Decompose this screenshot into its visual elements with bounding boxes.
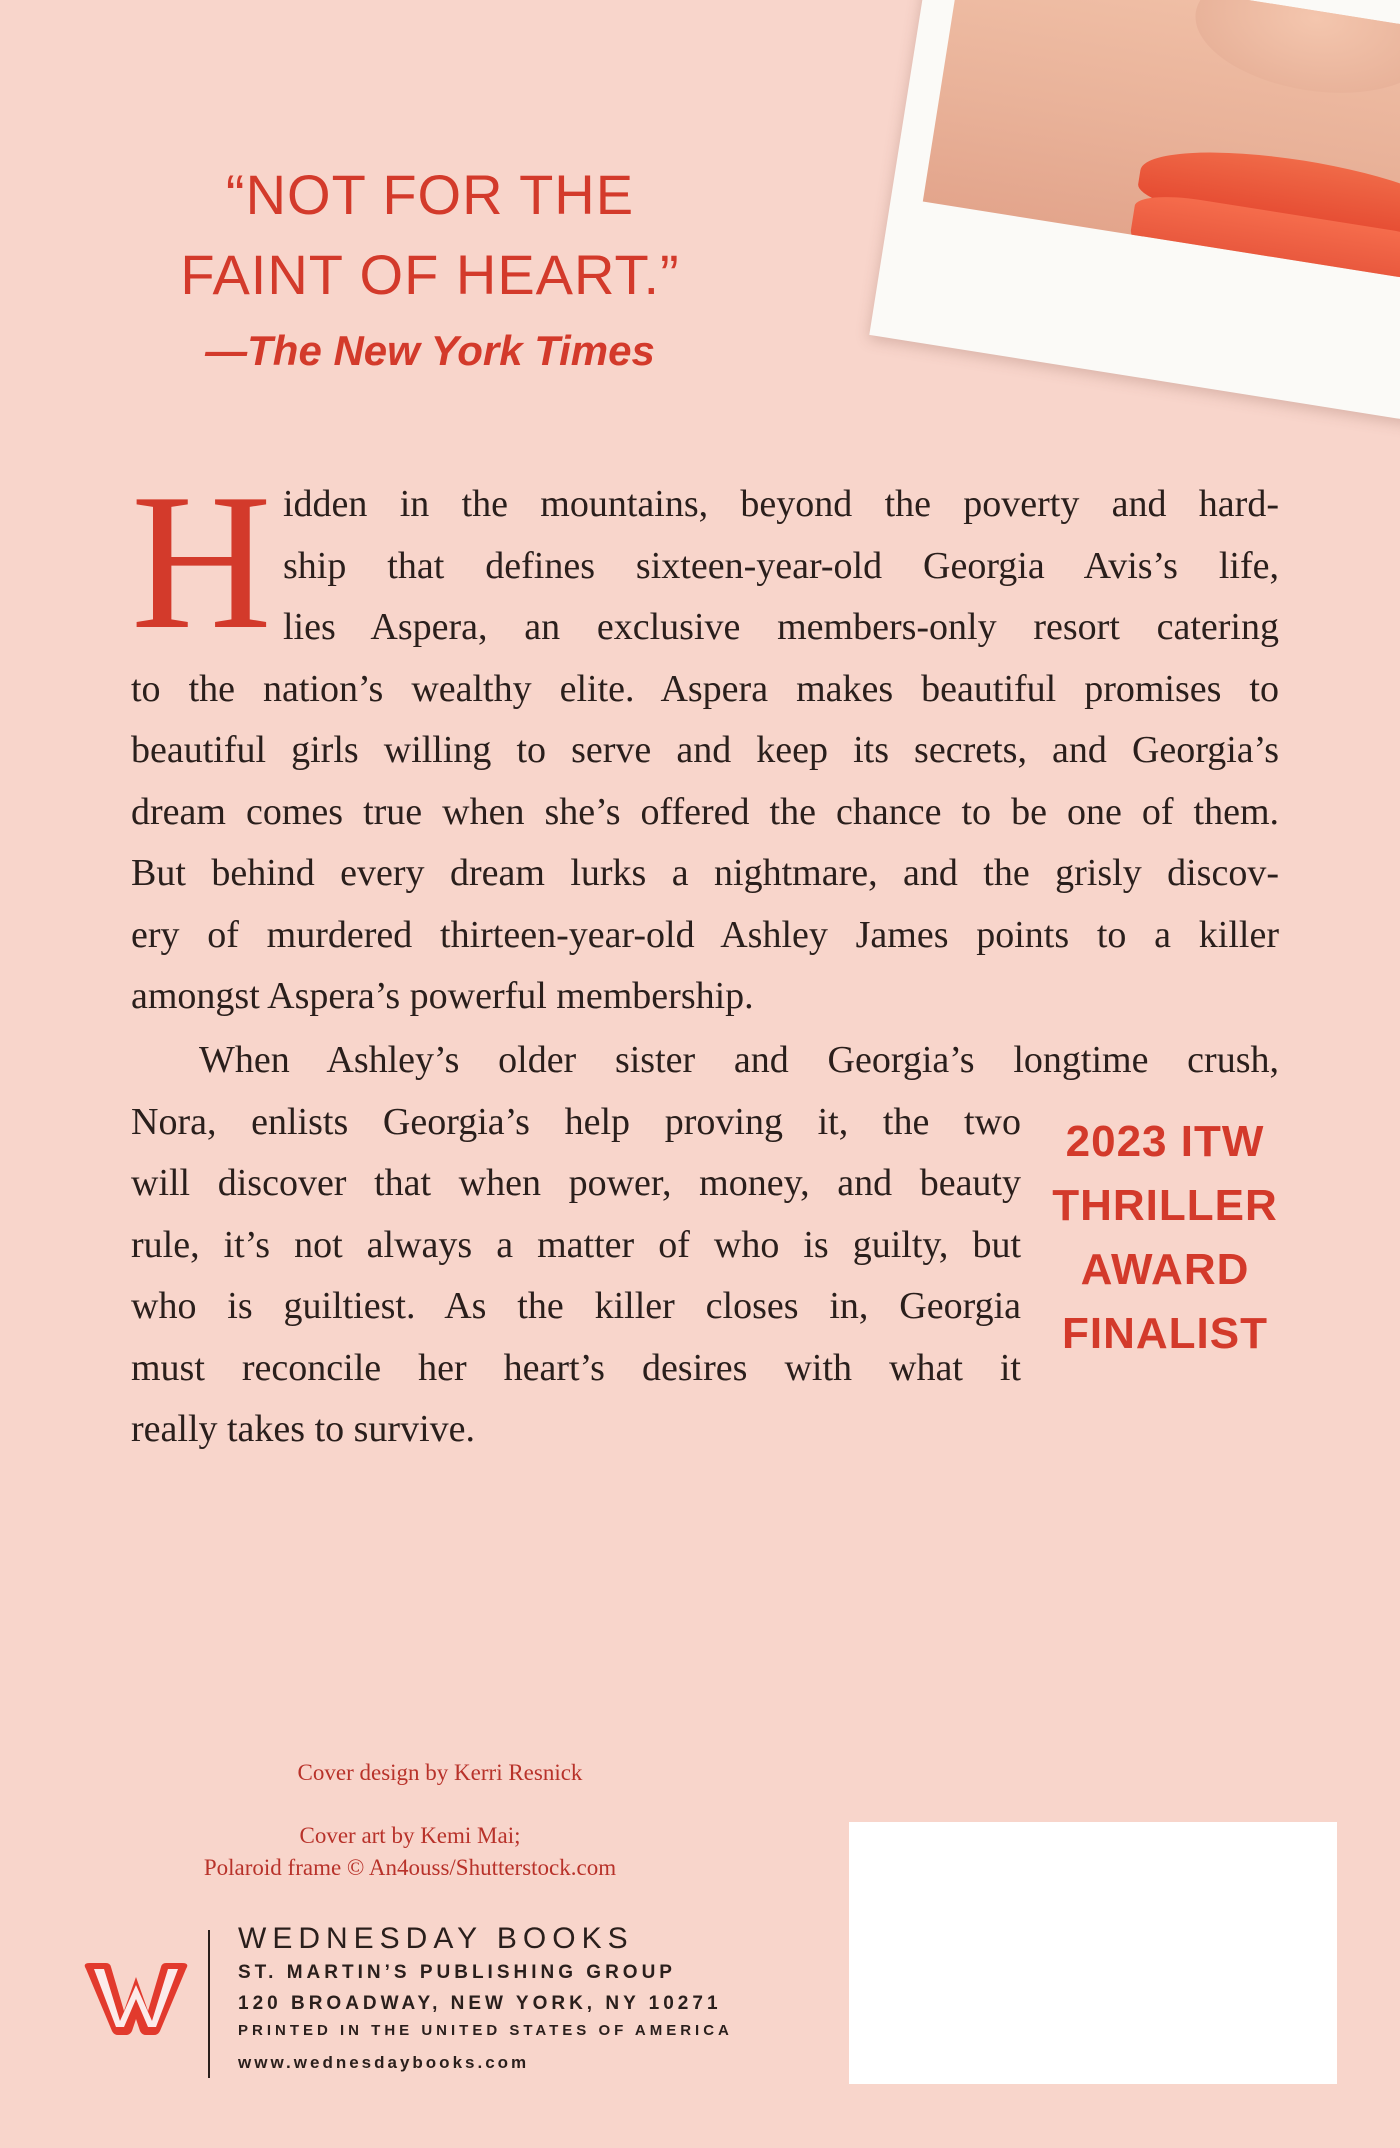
lips-image xyxy=(923,0,1400,280)
barcode-area xyxy=(849,1822,1337,2084)
publisher-divider xyxy=(208,1930,210,2078)
blurb-line: will discover that when power, money, and beauty xyxy=(131,1162,1021,1204)
drop-cap: H xyxy=(131,454,272,670)
printed-in: PRINTED IN THE UNITED STATES OF AMERICA xyxy=(238,2022,733,2039)
wednesday-books-logo-icon xyxy=(80,1955,192,2037)
award-line-1: 2023 ITW xyxy=(1065,1117,1265,1166)
blurb-line: dream comes true when she’s offered the chance to be one of them. xyxy=(131,790,1279,833)
quote-line-1: “NOT FOR THE xyxy=(225,163,635,226)
blurb-line: to the nation’s wealthy elite. Aspera makes beautiful promises to xyxy=(131,667,1279,710)
publisher-address: 120 BROADWAY, NEW YORK, NY 10271 xyxy=(238,1993,722,2014)
award-line-3: AWARD xyxy=(1080,1245,1250,1294)
blurb-line: ery of murdered thirteen-year-old Ashley James points to a killer xyxy=(131,913,1279,956)
blurb-line: amongst Aspera’s powerful membership. xyxy=(131,975,754,1017)
blurb-line: rule, it’s not always a matter of who is guilty, but xyxy=(131,1223,1021,1266)
blurb-line: who is guiltiest. As the killer closes in, Georgia xyxy=(131,1285,1021,1327)
blurb-line: When Ashley’s older sister and Georgia’s longtime crush, xyxy=(199,1039,1279,1081)
blurb-line: really takes to survive. xyxy=(131,1408,476,1450)
blurb-line: ship that defines sixteen-year-old Georgia Avis’s life, xyxy=(283,544,1279,587)
cover-art-credit xyxy=(150,1820,670,1884)
blurb-paragraph-1 xyxy=(131,454,1279,1028)
frame-credit-line: Polaroid frame © An4ouss/Shutterstock.com xyxy=(203,1855,617,1880)
blurb-line: But behind every dream lurks a nightmare, and the grisly discov- xyxy=(131,852,1279,894)
polaroid-photo xyxy=(869,0,1400,422)
blurb-line: lies Aspera, an exclusive members-only resort catering xyxy=(283,606,1279,648)
blurb-line: beautiful girls willing to serve and keep its secrets, and Georgia’s xyxy=(131,729,1279,771)
award-badge xyxy=(1040,1110,1290,1366)
publisher-website: www.wednesdaybooks.com xyxy=(238,2053,530,2072)
blurb-line: Nora, enlists Georgia’s help proving it, the two xyxy=(131,1100,1021,1143)
publisher-name: WEDNESDAY BOOKS xyxy=(238,1922,634,1955)
blurb-line: idden in the mountains, beyond the poverty and hard- xyxy=(283,483,1279,525)
award-line-2: THRILLER xyxy=(1052,1181,1278,1230)
award-line-4: FINALIST xyxy=(1062,1309,1268,1358)
quote-line-2: FAINT OF HEART.” xyxy=(180,243,680,306)
cover-design-credit: Cover design by Kerri Resnick xyxy=(297,1760,583,1785)
art-credit-line: Cover art by Kemi Mai; xyxy=(299,1823,521,1848)
quote-source: —The New York Times xyxy=(205,327,655,374)
review-quote xyxy=(130,155,730,315)
publisher-group: ST. MARTIN’S PUBLISHING GROUP xyxy=(238,1962,676,1983)
blurb-line: must reconcile her heart’s desires with what it xyxy=(131,1346,1021,1389)
